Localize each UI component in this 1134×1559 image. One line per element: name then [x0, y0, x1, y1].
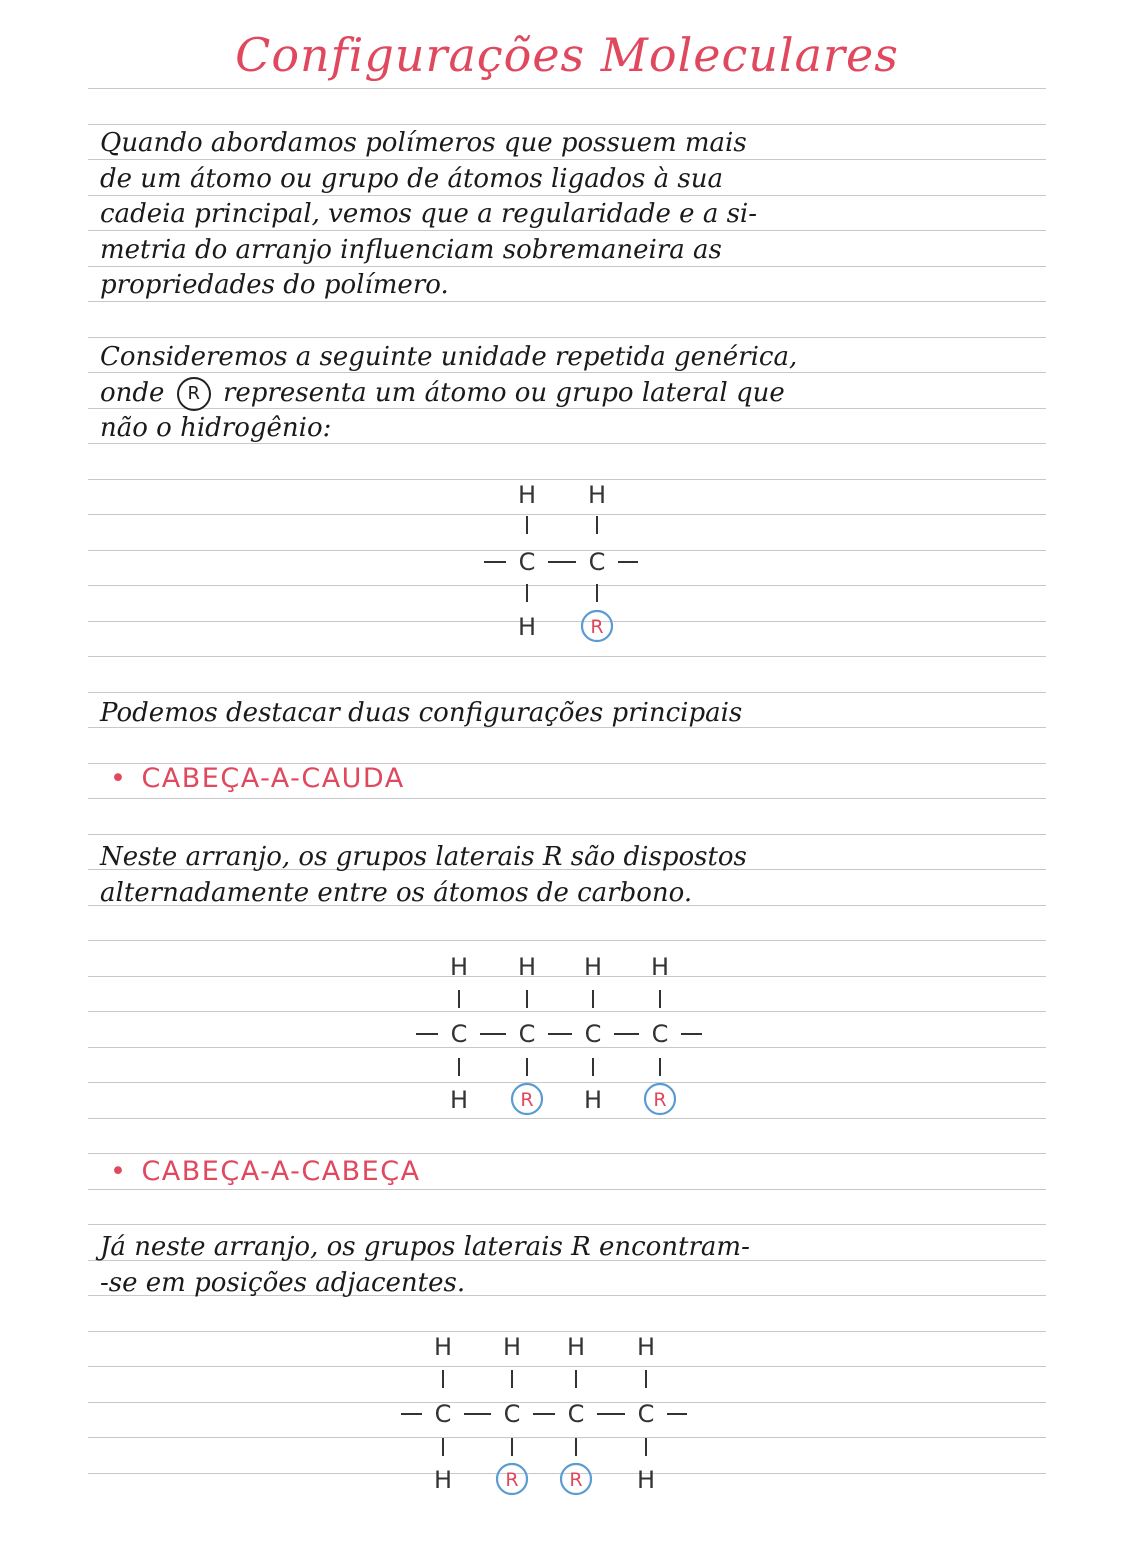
atom-h-top: H: [449, 953, 469, 981]
atom-carbon: C: [434, 1400, 452, 1428]
atom-r-bottom: R: [653, 1089, 667, 1111]
intro-line: cadeia principal, vemos que a regularidade e a si-: [100, 199, 758, 229]
atom-h-bottom: H: [449, 1086, 469, 1114]
ruled-line: [88, 88, 1046, 89]
generic-line-1: Consideremos a seguinte unidade repetida genérica,: [100, 342, 798, 372]
intro-line: de um átomo ou grupo de átomos ligados à sua: [100, 163, 724, 194]
column-1: [434, 1333, 452, 1494]
generic-line-3: não o hidrogênio:: [100, 413, 332, 443]
atom-carbon: C: [588, 548, 606, 576]
atom-carbon: C: [584, 1020, 602, 1048]
atom-h-top: H: [583, 953, 603, 981]
generic-line-2-before: onde: [100, 377, 165, 408]
hth-line: -se em posições adjacentes.: [100, 1267, 466, 1298]
head-to-head-paragraph: [100, 1230, 1040, 1301]
atom-r-bottom: R: [569, 1469, 583, 1491]
head-to-tail-paragraph: [100, 840, 1040, 911]
structure-head-to-tail: [408, 950, 718, 1120]
intro-line: Quando abordamos polímeros que possuem mais: [100, 128, 747, 158]
atom-r-bottom: R: [520, 1089, 534, 1111]
heading-text: CABEÇA-A-CABEÇA: [141, 1156, 421, 1187]
section-heading-head-to-head: [110, 1156, 421, 1187]
column-4: [637, 1333, 655, 1494]
column-4: [645, 953, 675, 1114]
ruled-line: [88, 834, 1046, 835]
atom-carbon: C: [637, 1400, 655, 1428]
atom-carbon: C: [450, 1020, 468, 1048]
structure-head-to-head: [393, 1330, 703, 1500]
ruled-line: [88, 337, 1046, 338]
atom-h-top: H: [517, 953, 537, 981]
column-1: [450, 953, 468, 1114]
ruled-line: [88, 1189, 1046, 1190]
generic-paragraph: [100, 340, 1040, 447]
atom-h-top: H: [433, 1333, 453, 1361]
section-heading-head-to-tail: [110, 763, 405, 794]
atom-r-bottom: R: [505, 1469, 519, 1491]
atom-h-bottom: H: [583, 1086, 603, 1114]
hth-line: Já neste arranjo, os grupos laterais R encontram-: [100, 1232, 750, 1262]
bullet: •: [110, 763, 128, 794]
intro-paragraph: [100, 126, 1040, 304]
htt-line: alternadamente entre os átomos de carbono.: [100, 877, 693, 908]
generic-line-2-after: representa um átomo ou grupo lateral que: [222, 377, 785, 408]
structure-repeat-unit: [470, 478, 650, 648]
ruled-line: [88, 692, 1046, 693]
ruled-line: [88, 798, 1046, 799]
heading-text: CABEÇA-A-CAUDA: [141, 763, 405, 794]
ruled-line: [88, 656, 1046, 657]
atom-h-top: H: [517, 481, 537, 509]
atom-h-top: H: [566, 1333, 586, 1361]
ruled-line: [88, 1224, 1046, 1225]
intro-line: metria do arranjo influenciam sobremaneira as: [100, 234, 722, 265]
atom-carbon: C: [503, 1400, 521, 1428]
atom-carbon: C: [518, 548, 536, 576]
column-3: [561, 1333, 591, 1494]
atom-h-top: H: [587, 481, 607, 509]
highlight-line: Podemos destacar duas configurações principais: [100, 698, 743, 728]
generic-line-2: [100, 376, 1040, 412]
column-3: [584, 953, 602, 1114]
atom-h-bottom: H: [517, 613, 537, 641]
ruled-line: [88, 940, 1046, 941]
atom-h-top: H: [502, 1333, 522, 1361]
page-title: Configurações Moleculares: [235, 28, 899, 82]
highlight-text: [100, 696, 1040, 732]
intro-line: propriedades do polímero.: [100, 270, 449, 300]
atom-carbon: C: [518, 1020, 536, 1048]
ruled-line: [88, 1153, 1046, 1154]
atom-h-top: H: [636, 1333, 656, 1361]
atom-r-bottom: R: [590, 616, 604, 638]
atom-h-bottom: H: [433, 1466, 453, 1494]
htt-line: Neste arranjo, os grupos laterais R são dispostos: [100, 842, 747, 872]
column-2: [497, 1333, 527, 1494]
atom-carbon: C: [651, 1020, 669, 1048]
atom-carbon: C: [567, 1400, 585, 1428]
column-2: [512, 953, 542, 1114]
ruled-line: [88, 124, 1046, 125]
atom-h-top: H: [650, 953, 670, 981]
bullet: •: [110, 1156, 128, 1187]
r-symbol-circled: R: [177, 377, 211, 411]
atom-h-bottom: H: [636, 1466, 656, 1494]
